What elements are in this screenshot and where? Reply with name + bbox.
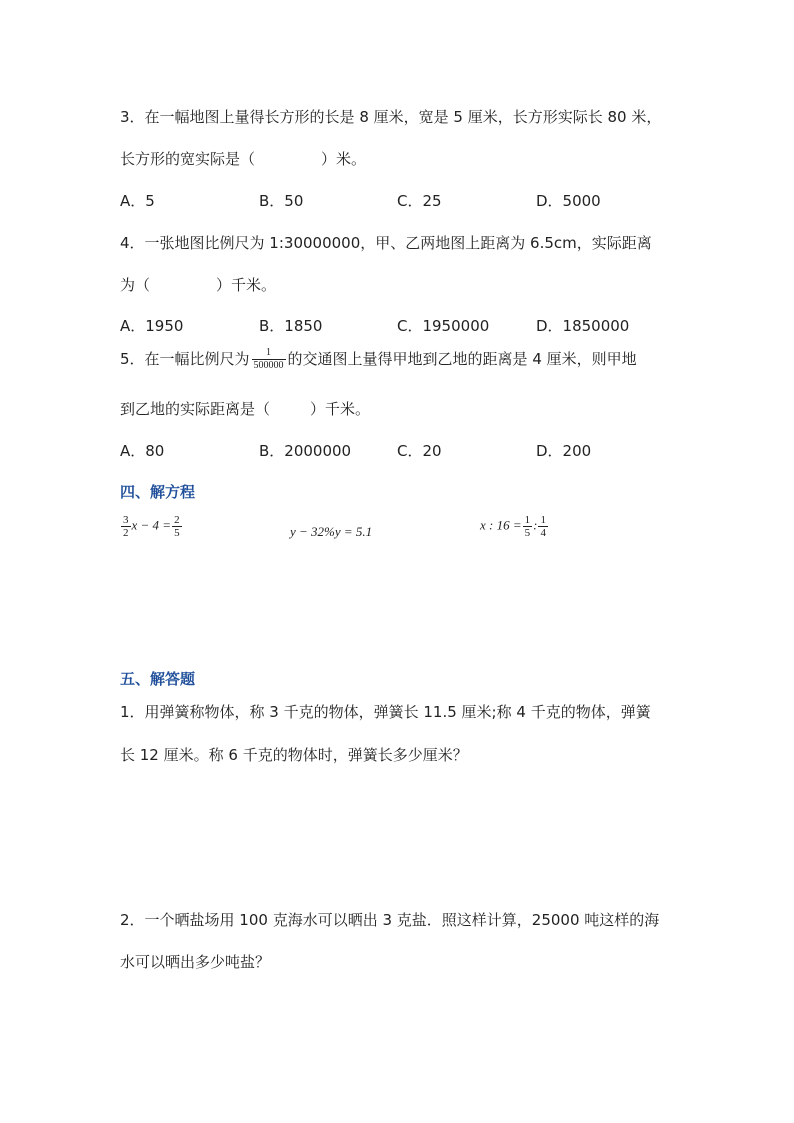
q4-line2-start: 为（ <box>120 276 151 294</box>
q5-option-b: B．2000000 <box>259 442 352 460</box>
q4-option-b: B．1850 <box>259 317 323 335</box>
scale-numerator: 1 <box>252 347 286 360</box>
eq3-fraction-right <box>538 514 548 539</box>
q3-line2-end: ）米。 <box>321 150 367 168</box>
problem-2-line1: 2．一个晒盐场用 100 克海水可以晒出 3 克盐．照这样计算，25000 吨这样的海 <box>120 911 660 929</box>
q3-option-a: A．5 <box>120 192 155 210</box>
eq3-colon: : <box>533 517 538 533</box>
q3-option-c: C．25 <box>397 192 442 210</box>
problem-2-line2: 水可以晒出多少吨盐？ <box>120 953 271 971</box>
q5-line1-start: 5．在一幅比例尺为 <box>120 350 250 368</box>
eq1-middle: x − 4 = <box>131 517 172 533</box>
q3-option-d: D．5000 <box>536 192 601 210</box>
eq1-numerator-right: 2 <box>174 514 180 526</box>
eq1-denominator-right: 5 <box>174 527 180 540</box>
scale-fraction <box>252 347 286 372</box>
eq1-numerator-left: 3 <box>123 514 129 526</box>
problem-1-line2: 长 12 厘米。称 6 千克的物体时，弹簧长多少厘米？ <box>120 746 468 764</box>
eq3-fraction-left <box>523 514 533 539</box>
q5-line2-start: 到乙地的实际距离是（ <box>120 400 271 418</box>
q4-line2 <box>120 274 276 295</box>
q5-option-a: A．80 <box>120 442 165 460</box>
q4-option-a: A．1950 <box>120 317 184 335</box>
eq1-fraction-right <box>172 514 182 539</box>
eq3-lead: x : 16 = <box>480 517 522 533</box>
eq3-numerator-right: 1 <box>540 514 546 526</box>
q4-line1: 4．一张地图比例尺为 1:30000000，甲、乙两地图上距离为 6.5cm，实际距离 <box>120 234 652 252</box>
eq1-fraction-left <box>121 514 131 539</box>
eq3-denominator-right: 4 <box>540 527 546 540</box>
q4-option-d: D．1850000 <box>536 317 630 335</box>
q5-line1 <box>120 347 637 372</box>
q3-line2-start: 长方形的宽实际是（ <box>120 150 256 168</box>
eq3-denominator-left: 5 <box>524 527 531 540</box>
q4-option-c: C．1950000 <box>397 317 490 335</box>
equation-2: y − 32%y = 5.1 <box>290 524 373 539</box>
equation-1 <box>120 514 183 539</box>
q5-option-c: C．20 <box>397 442 442 460</box>
problem-1-line1: 1．用弹簧称物体，称 3 千克的物体，弹簧长 11.5 厘米;称 4 千克的物体，弹簧 <box>120 703 651 721</box>
q3-option-b: B．50 <box>259 192 304 210</box>
q3-line1: 3．在一幅地图上量得长方形的长是 8 厘米，宽是 5 厘米，长方形实际长 80 米， <box>120 108 662 126</box>
q5-line2 <box>120 398 370 419</box>
q4-line2-end: ）千米。 <box>216 276 277 294</box>
scale-denominator: 500000 <box>253 360 284 371</box>
q5-line1-end: 的交通图上量得甲地到乙地的距离是 4 厘米，则甲地 <box>287 350 637 368</box>
section-heading-word-problems: 五、解答题 <box>120 670 196 688</box>
section-heading-equations: 四、解方程 <box>120 483 196 501</box>
eq1-denominator-left: 2 <box>123 527 129 540</box>
q3-line2 <box>120 148 366 169</box>
q5-line2-end: ）千米。 <box>310 400 371 418</box>
equation-3 <box>480 514 549 539</box>
q5-option-d: D．200 <box>536 442 592 460</box>
eq3-numerator-left: 1 <box>524 514 531 526</box>
